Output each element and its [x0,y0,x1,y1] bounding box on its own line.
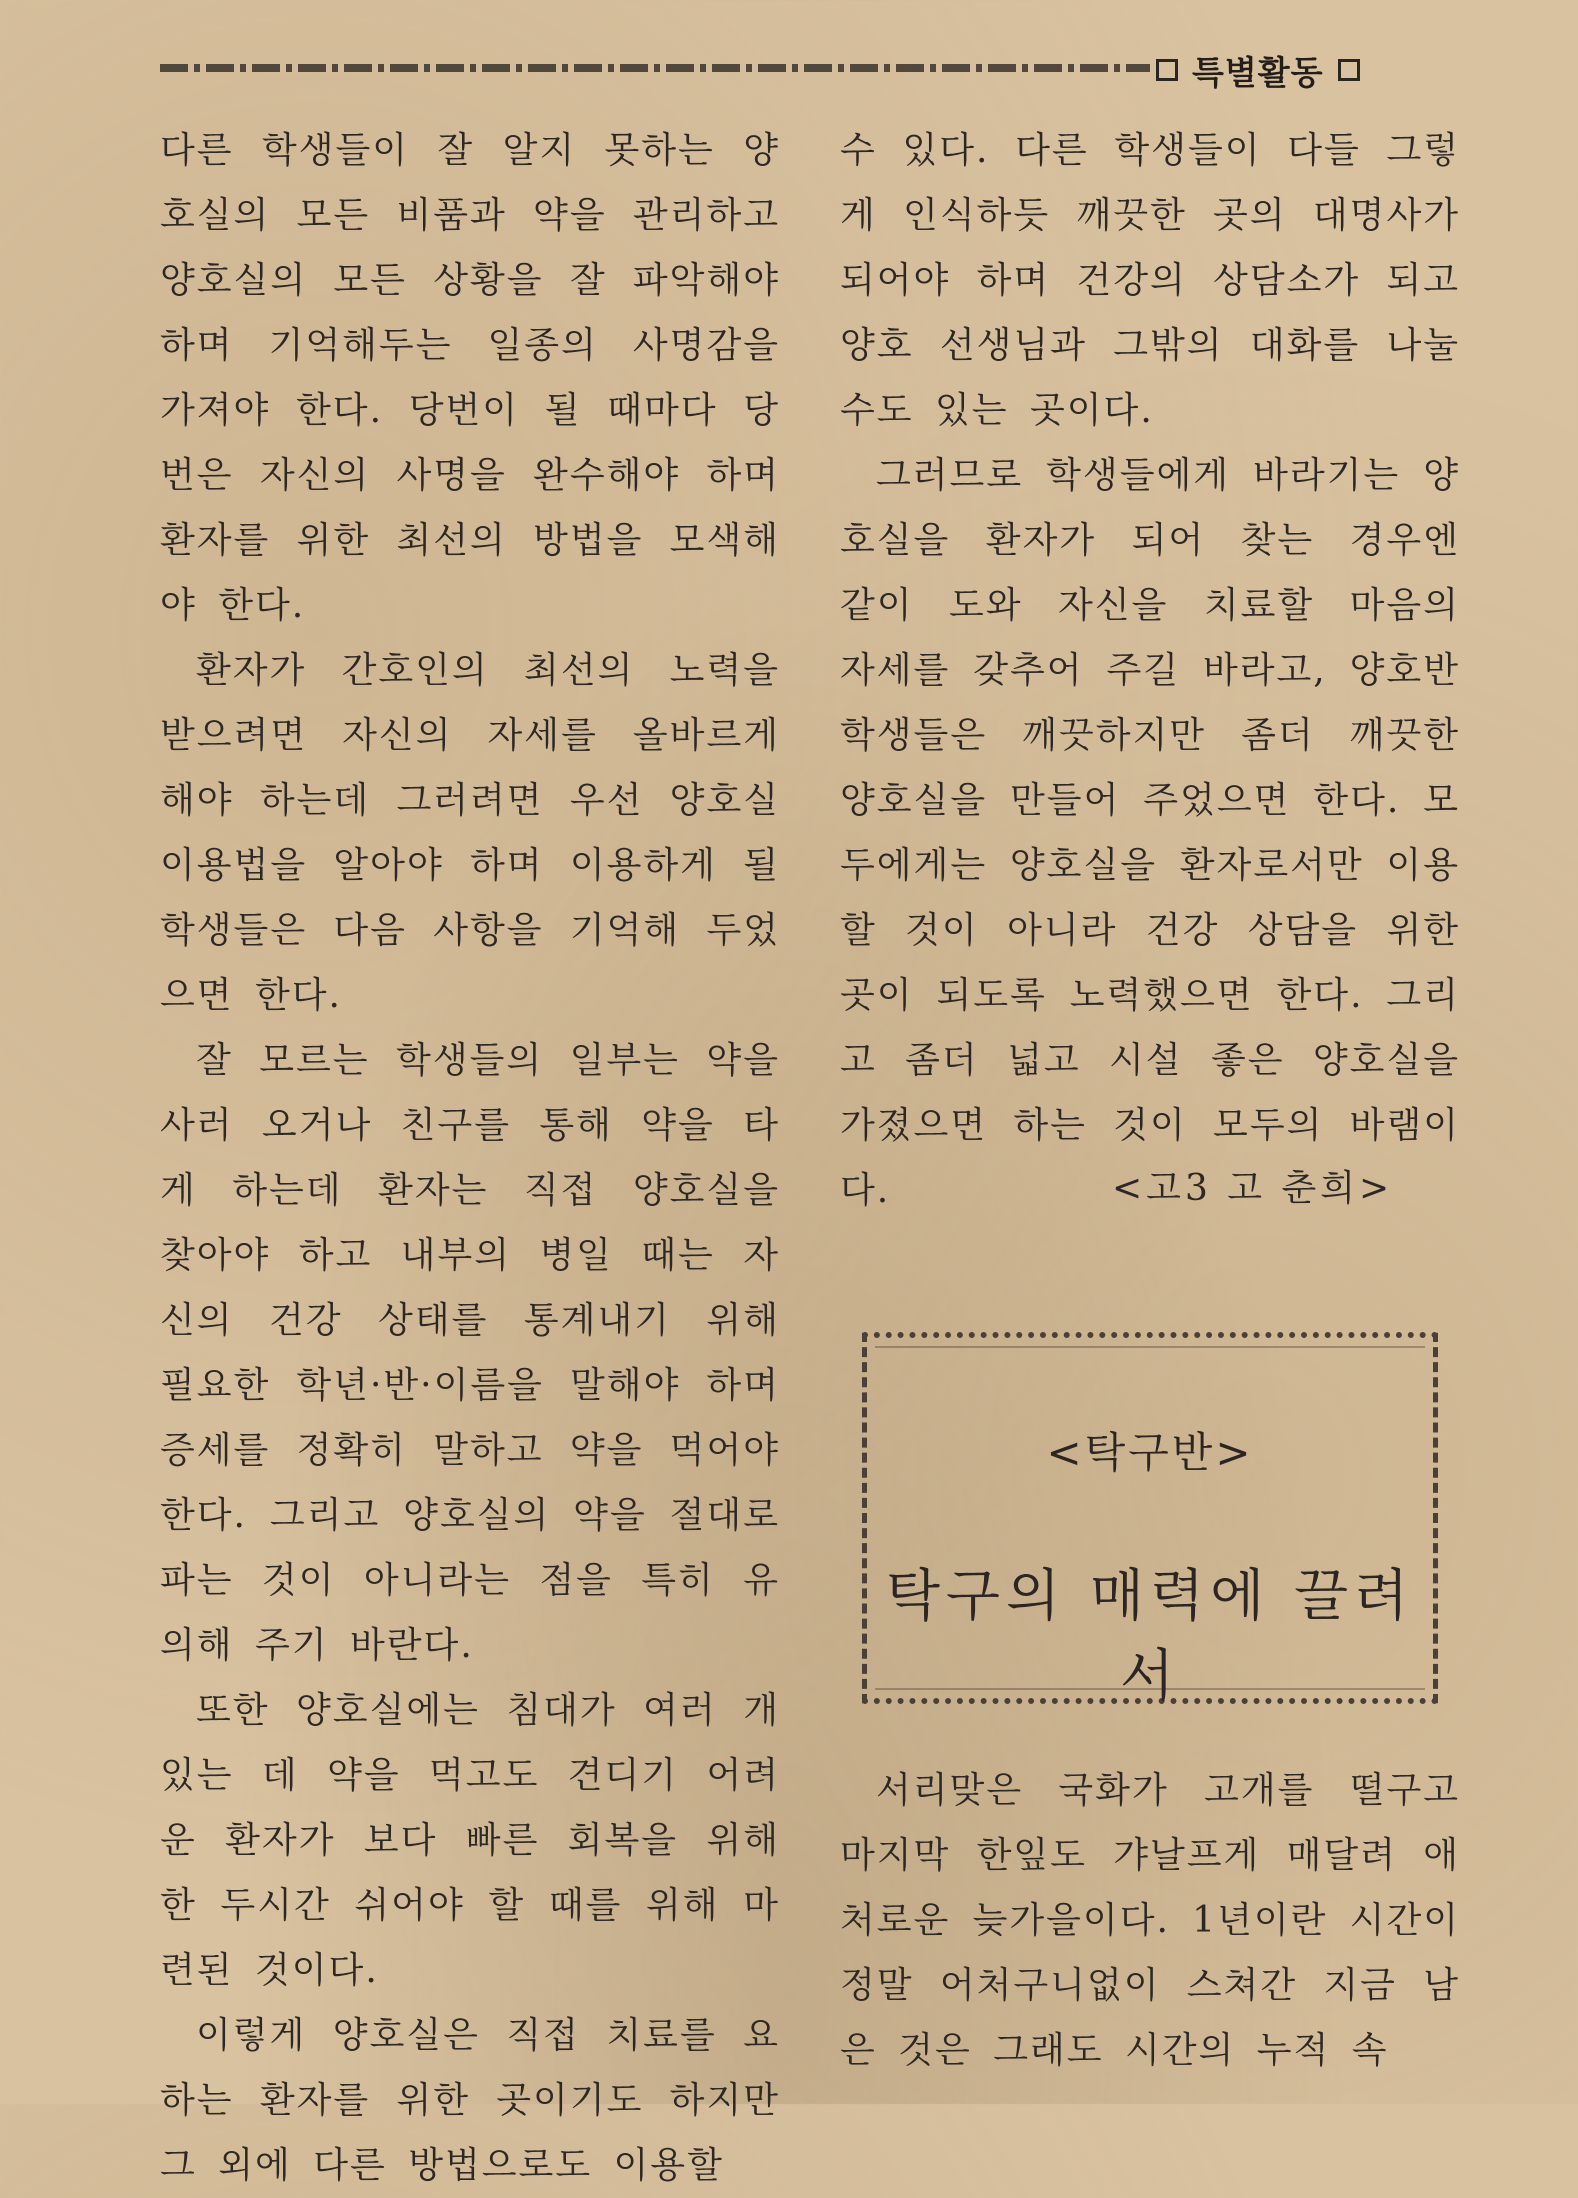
article-title: 탁구의 매력에 끌려서 [885,1564,1415,1709]
club-heading-box [862,1332,1438,1709]
header-rule [160,64,1150,72]
paragraph: 다른 학생들이 잘 알지 못하는 양호실의 모든 비품과 약을 관리하고 양호실의 모든 상황을 잘 파악해야 하며 기억해두는 일종의 사명감을 가져야 한다. 당번이 될 때마다 당번은 자신의 사명을 완수해야 하며 환자를 위한 최선의 방법을 모색해야 한다. [160,130,780,626]
paragraph: 그러므로 학생들에게 바라기는 양호실을 환자가 되어 찾는 경우엔 같이 도와 자신을 치료할 마음의 자세를 갖추어 주길 바라고, 양호반 학생들은 깨끗하지만 좀더 깨끗한 양호실을 만들어 주었으면 한다. 모두에게는 양호실을 환자로서만 이용할 것이 아니라 건강 상담을 위한 곳이 되도록 노력했으면 한다. 그리고 좀더 넓고 시설 좋은 양호실을 가졌으면 하는 것이 모두의 바램이다. [840,455,1460,1211]
section-title-wrap [1156,40,1360,100]
author-signature: <고3 고 춘희> [1112,1168,1394,1209]
paragraph: 환자가 간호인의 최선의 노력을 받으려면 자신의 자세를 올바르게 해야 하는데 그러려면 우선 양호실 이용법을 알아야 하며 이용하게 될 학생들은 다음 사항을 기억해 두었으면 한다. [160,650,780,1016]
paragraph: 이렇게 양호실은 직접 치료를 요하는 환자를 위한 곳이기도 하지만 그 외에 다른 방법으로도 이용할 [160,2015,780,2186]
square-box-icon [1156,59,1178,81]
section-title: 특별활동 [1192,52,1324,92]
paragraph: 수 있다. 다른 학생들이 다들 그렇게 인식하듯 깨끗한 곳의 대명사가 되어야 하며 건강의 상담소가 되고 양호 선생님과 그밖의 대화를 나눌 수도 있는 곳이다. [840,130,1460,431]
club-name: <탁구반> [1046,1428,1254,1477]
right-column-continued [840,1758,1460,2083]
paragraph: 서리맞은 국화가 고개를 떨구고 마지막 한잎도 갸날프게 매달려 애처로운 늦가을이다. 1년이란 시간이 정말 어처구니없이 스쳐간 지금 남은 것은 그래도 시간의 누적 속 [840,1770,1460,2071]
page-header [160,40,1450,120]
paragraph: 잘 모르는 학생들의 일부는 약을 사러 오거나 친구를 통해 약을 타게 하는데 환자는 직접 양호실을 찾아야 하고 내부의 병일 때는 자신의 건강 상태를 통계내기 위해 필요한 학년·반·이름을 말해야 하며 증세를 정확히 말하고 약을 먹어야 한다. 그리고 양호실의 약을 절대로 파는 것이 아니라는 점을 특히 유의해 주기 바란다. [160,1040,780,1666]
right-column [840,118,1460,1223]
left-column [160,118,780,2198]
paragraph: 또한 양호실에는 침대가 여러 개 있는 데 약을 먹고도 견디기 어려운 환자가 보다 빠른 회복을 위해 한 두시간 쉬어야 할 때를 위해 마련된 것이다. [160,1690,780,1991]
square-box-icon [1338,59,1360,81]
